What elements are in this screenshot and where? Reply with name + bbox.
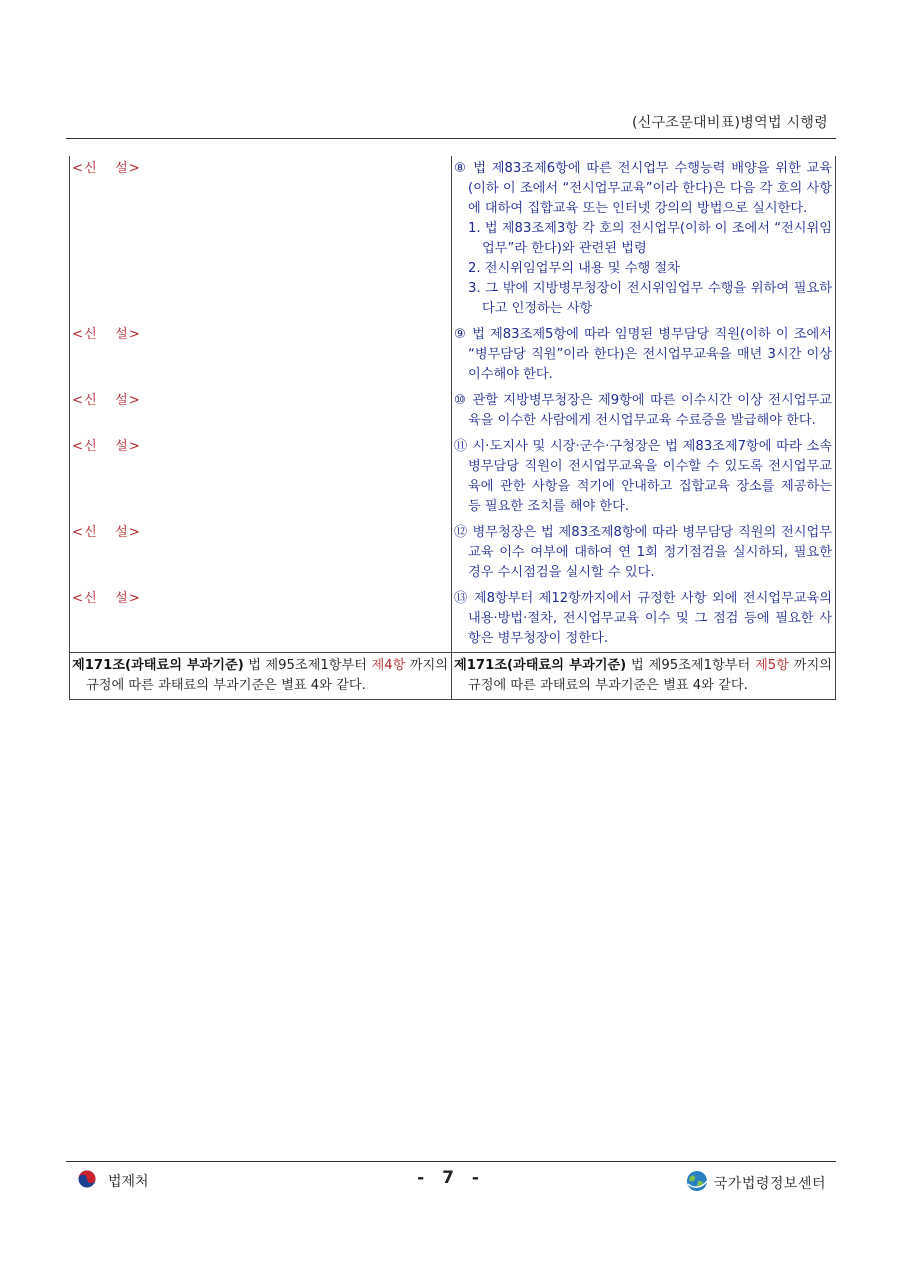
- article-171-old: 제171조(과태료의 부과기준) 법 제95조제1항부터 제4항 까지의 규정에 따른 과태료의 부과기준은 별표 4와 같다.: [72, 658, 448, 693]
- table-row: [70, 388, 836, 434]
- info-center-name: 국가법령정보센터: [713, 1176, 826, 1192]
- table-row: [70, 653, 836, 700]
- article-heading: 제171조(과태료의 부과기준): [454, 658, 627, 673]
- paragraph-9: ⑨ 법 제83조제5항에 따라 임명된 병무담당 직원(이하 이 조에서 “병무담당 직원”이라 한다)은 전시업무교육을 매년 3시간 이상 이수해야 한다.: [454, 327, 832, 382]
- article-171-new: 제171조(과태료의 부과기준) 법 제95조제1항부터 제5항 까지의 규정에 따른 과태료의 부과기준은 별표 4와 같다.: [454, 658, 832, 693]
- new-provision-label: <신 설>: [72, 393, 141, 408]
- list-item: 2. 전시위임업무의 내용 및 수행 절차: [468, 261, 680, 276]
- list-item: 1. 법 제83조제3항 각 호의 전시업무(이하 이 조에서 “전시위임업무”라 한다)와 관련된 법령: [468, 221, 832, 256]
- new-provision-label: <신 설>: [72, 525, 141, 540]
- paragraph-8: ⑧ 법 제83조제6항에 따른 전시업무 수행능력 배양을 위한 교육(이하 이 조에서 “전시업무교육”이라 한다)은 다음 각 호의 사항에 대하여 집합교육 또는 인터넷 강의의 방법으로 실시한다.: [454, 161, 832, 216]
- new-provision-label: <신 설>: [72, 591, 141, 606]
- table-row: [70, 520, 836, 586]
- new-provision-label: <신 설>: [72, 161, 141, 176]
- document-title: (신구조문대비표)병역법 시행령: [632, 115, 828, 131]
- table-row: [70, 156, 836, 322]
- table-row: [70, 322, 836, 388]
- paragraph-10: ⑩ 관할 지방병무청장은 제9항에 따른 이수시간 이상 전시업무교육을 이수한 사람에게 전시업무교육 수료증을 발급해야 한다.: [454, 393, 832, 428]
- paragraph-13: ⑬ 제8항부터 제12항까지에서 규정한 사항 외에 전시업무교육의 내용·방법·절차, 전시업무교육 이수 및 그 점검 등에 필요한 사항은 병무청장이 정한다.: [454, 591, 832, 646]
- page-header: [66, 108, 836, 139]
- new-provision-label: <신 설>: [72, 439, 141, 454]
- table-row: [70, 586, 836, 653]
- page-number: - 7 -: [417, 1168, 485, 1188]
- paragraph-11: ⑪ 시·도지사 및 시장·군수·구청장은 법 제83조제7항에 따라 소속 병무담당 직원이 전시업무교육을 이수할 수 있도록 전시업무교육에 관한 사항을 적기에 안내하고 집합교육 장소를 제공하는 등 필요한 조치를 해야 한다.: [454, 439, 832, 514]
- paragraph-12: ⑫ 병무청장은 법 제83조제8항에 따라 병무담당 직원의 전시업무교육 이수 여부에 대하여 연 1회 정기점검을 실시하되, 필요한 경우 수시점검을 실시할 수 있다.: [454, 525, 832, 580]
- changed-text: 제5항: [755, 658, 789, 673]
- list-item: 3. 그 밖에 지방병무청장이 전시위임업무 수행을 위하여 필요하다고 인정하는 사항: [468, 281, 832, 316]
- comparison-table: [69, 156, 836, 700]
- article-heading: 제171조(과태료의 부과기준): [72, 658, 244, 673]
- new-provision-label: <신 설>: [72, 327, 141, 342]
- table-row: [70, 434, 836, 520]
- ministry-name: 법제처: [108, 1174, 149, 1190]
- globe-icon: [686, 1170, 708, 1196]
- changed-text: 제4항: [371, 658, 406, 673]
- page-footer: [66, 1161, 836, 1202]
